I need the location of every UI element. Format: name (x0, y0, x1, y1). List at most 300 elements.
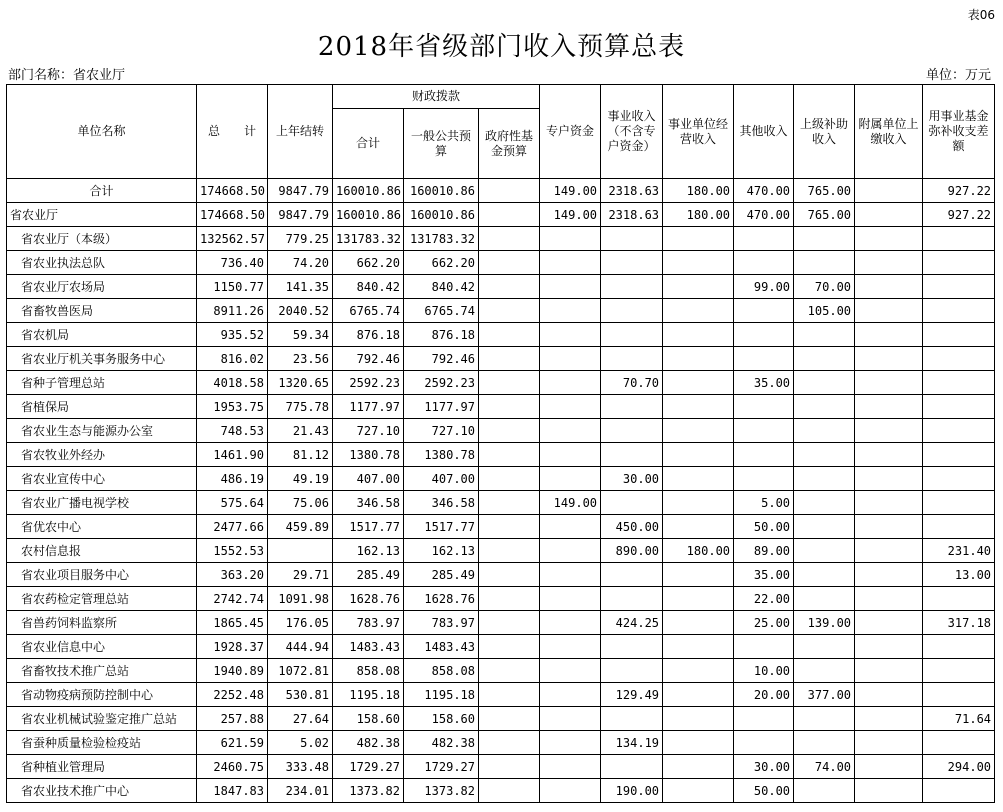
total-cell: 2742.74 (197, 587, 268, 611)
unit-name-cell: 合计 (7, 179, 197, 203)
operating-income-cell (663, 251, 734, 275)
gov-fund-cell (479, 683, 540, 707)
affiliated-payment-cell (855, 371, 923, 395)
affiliated-payment-cell (855, 419, 923, 443)
affiliated-payment-cell (855, 467, 923, 491)
operating-income-cell (663, 731, 734, 755)
total-cell: 1150.77 (197, 275, 268, 299)
operating-income-cell (663, 467, 734, 491)
unit-name-cell: 省农业厅机关事务服务中心 (7, 347, 197, 371)
business-income-cell: 70.70 (601, 371, 663, 395)
table-row (7, 659, 995, 683)
general-budget-cell: 783.97 (404, 611, 479, 635)
total-cell: 486.19 (197, 467, 268, 491)
operating-income-cell (663, 635, 734, 659)
gov-fund-cell (479, 251, 540, 275)
fiscal-sum-cell: 1483.43 (333, 635, 404, 659)
superior-subsidy-cell (794, 251, 855, 275)
special-cell (540, 467, 601, 491)
special-cell (540, 707, 601, 731)
fiscal-sum-cell: 131783.32 (333, 227, 404, 251)
total-cell: 2252.48 (197, 683, 268, 707)
special-cell (540, 443, 601, 467)
unit-name-cell: 省畜牧兽医局 (7, 299, 197, 323)
general-budget-cell: 131783.32 (404, 227, 479, 251)
operating-income-cell (663, 611, 734, 635)
header-general-budget: 一般公共预算 (404, 109, 479, 179)
total-cell: 174668.50 (197, 179, 268, 203)
general-budget-cell: 285.49 (404, 563, 479, 587)
business-income-cell: 890.00 (601, 539, 663, 563)
operating-income-cell (663, 491, 734, 515)
general-budget-cell: 346.58 (404, 491, 479, 515)
carryover-cell: 29.71 (268, 563, 333, 587)
sheet-code: 表06 (967, 8, 995, 22)
special-cell (540, 779, 601, 803)
table-row (7, 491, 995, 515)
fiscal-sum-cell: 160010.86 (333, 179, 404, 203)
business-income-cell: 190.00 (601, 779, 663, 803)
fund-offset-cell (923, 467, 995, 491)
superior-subsidy-cell (794, 707, 855, 731)
affiliated-payment-cell (855, 587, 923, 611)
superior-subsidy-cell (794, 227, 855, 251)
affiliated-payment-cell (855, 443, 923, 467)
business-income-cell: 129.49 (601, 683, 663, 707)
gov-fund-cell (479, 275, 540, 299)
business-income-cell (601, 227, 663, 251)
general-budget-cell: 876.18 (404, 323, 479, 347)
header-affiliated-payment: 附属单位上缴收入 (855, 85, 923, 179)
business-income-cell (601, 659, 663, 683)
unit-name-cell: 省优农中心 (7, 515, 197, 539)
header-fiscal-sum: 合计 (333, 109, 404, 179)
total-cell: 257.88 (197, 707, 268, 731)
affiliated-payment-cell (855, 731, 923, 755)
carryover-cell: 75.06 (268, 491, 333, 515)
superior-subsidy-cell (794, 467, 855, 491)
general-budget-cell: 792.46 (404, 347, 479, 371)
fiscal-sum-cell: 2592.23 (333, 371, 404, 395)
fund-offset-cell: 317.18 (923, 611, 995, 635)
carryover-cell: 9847.79 (268, 203, 333, 227)
affiliated-payment-cell (855, 299, 923, 323)
operating-income-cell (663, 227, 734, 251)
business-income-cell (601, 587, 663, 611)
operating-income-cell (663, 371, 734, 395)
header-business-income: 事业收入（不含专户资金） (601, 85, 663, 179)
business-income-cell: 450.00 (601, 515, 663, 539)
affiliated-payment-cell (855, 179, 923, 203)
affiliated-payment-cell (855, 755, 923, 779)
affiliated-payment-cell (855, 323, 923, 347)
other-income-cell: 35.00 (734, 371, 794, 395)
fund-offset-cell (923, 275, 995, 299)
unit-name-cell: 省农业执法总队 (7, 251, 197, 275)
affiliated-payment-cell (855, 611, 923, 635)
other-income-cell (734, 227, 794, 251)
special-cell (540, 563, 601, 587)
fund-offset-cell (923, 419, 995, 443)
gov-fund-cell (479, 467, 540, 491)
header-fiscal-group: 财政拨款 (333, 85, 540, 109)
fund-offset-cell: 294.00 (923, 755, 995, 779)
affiliated-payment-cell (855, 539, 923, 563)
gov-fund-cell (479, 587, 540, 611)
fiscal-sum-cell: 158.60 (333, 707, 404, 731)
fund-offset-cell (923, 587, 995, 611)
operating-income-cell (663, 323, 734, 347)
other-income-cell: 22.00 (734, 587, 794, 611)
business-income-cell (601, 419, 663, 443)
general-budget-cell: 1483.43 (404, 635, 479, 659)
fiscal-sum-cell: 1177.97 (333, 395, 404, 419)
general-budget-cell: 162.13 (404, 539, 479, 563)
fund-offset-cell (923, 443, 995, 467)
gov-fund-cell (479, 563, 540, 587)
special-cell (540, 419, 601, 443)
table-row (7, 443, 995, 467)
header-other-income: 其他收入 (734, 85, 794, 179)
fund-offset-cell (923, 491, 995, 515)
general-budget-cell: 2592.23 (404, 371, 479, 395)
unit-name-cell: 省畜牧技术推广总站 (7, 659, 197, 683)
operating-income-cell (663, 347, 734, 371)
carryover-cell: 81.12 (268, 443, 333, 467)
business-income-cell: 2318.63 (601, 203, 663, 227)
unit-name-cell: 省农业技术推广中心 (7, 779, 197, 803)
header-gov-fund: 政府性基金预算 (479, 109, 540, 179)
general-budget-cell: 6765.74 (404, 299, 479, 323)
business-income-cell: 30.00 (601, 467, 663, 491)
superior-subsidy-cell (794, 491, 855, 515)
affiliated-payment-cell (855, 563, 923, 587)
business-income-cell (601, 755, 663, 779)
other-income-cell (734, 347, 794, 371)
fiscal-sum-cell: 285.49 (333, 563, 404, 587)
unit-name-cell: 省农业厅 (7, 203, 197, 227)
carryover-cell: 779.25 (268, 227, 333, 251)
table-row (7, 179, 995, 203)
unit-name-cell: 省农机局 (7, 323, 197, 347)
superior-subsidy-cell (794, 539, 855, 563)
other-income-cell: 10.00 (734, 659, 794, 683)
header-carryover: 上年结转 (268, 85, 333, 179)
fund-offset-cell (923, 395, 995, 419)
header-superior-subsidy: 上级补助收入 (794, 85, 855, 179)
fund-offset-cell: 13.00 (923, 563, 995, 587)
affiliated-payment-cell (855, 515, 923, 539)
superior-subsidy-cell (794, 419, 855, 443)
superior-subsidy-cell: 74.00 (794, 755, 855, 779)
carryover-cell: 530.81 (268, 683, 333, 707)
total-cell: 132562.57 (197, 227, 268, 251)
affiliated-payment-cell (855, 395, 923, 419)
fund-offset-cell (923, 347, 995, 371)
general-budget-cell: 1517.77 (404, 515, 479, 539)
operating-income-cell (663, 779, 734, 803)
total-cell: 816.02 (197, 347, 268, 371)
total-cell: 1865.45 (197, 611, 268, 635)
fund-offset-cell (923, 659, 995, 683)
other-income-cell (734, 251, 794, 275)
special-cell (540, 731, 601, 755)
fiscal-sum-cell: 482.38 (333, 731, 404, 755)
affiliated-payment-cell (855, 683, 923, 707)
total-cell: 1847.83 (197, 779, 268, 803)
other-income-cell: 5.00 (734, 491, 794, 515)
operating-income-cell (663, 587, 734, 611)
special-cell (540, 227, 601, 251)
gov-fund-cell (479, 347, 540, 371)
business-income-cell (601, 563, 663, 587)
gov-fund-cell (479, 755, 540, 779)
gov-fund-cell (479, 779, 540, 803)
table-row (7, 395, 995, 419)
special-cell (540, 275, 601, 299)
carryover-cell: 775.78 (268, 395, 333, 419)
total-cell: 621.59 (197, 731, 268, 755)
unit-name-cell: 省农业机械试验鉴定推广总站 (7, 707, 197, 731)
total-cell: 1461.90 (197, 443, 268, 467)
total-cell: 1928.37 (197, 635, 268, 659)
fiscal-sum-cell: 407.00 (333, 467, 404, 491)
fund-offset-cell (923, 731, 995, 755)
table-row (7, 731, 995, 755)
total-cell: 1940.89 (197, 659, 268, 683)
gov-fund-cell (479, 611, 540, 635)
header-total: 总 计 (197, 85, 268, 179)
special-cell: 149.00 (540, 491, 601, 515)
total-cell: 363.20 (197, 563, 268, 587)
carryover-cell: 333.48 (268, 755, 333, 779)
total-cell: 2477.66 (197, 515, 268, 539)
special-cell (540, 347, 601, 371)
header-special: 专户资金 (540, 85, 601, 179)
page-title: 2018年省级部门收入预算总表 (317, 32, 686, 62)
fiscal-sum-cell: 6765.74 (333, 299, 404, 323)
fiscal-sum-cell: 858.08 (333, 659, 404, 683)
affiliated-payment-cell (855, 659, 923, 683)
general-budget-cell: 160010.86 (404, 179, 479, 203)
operating-income-cell: 180.00 (663, 179, 734, 203)
table-row (7, 635, 995, 659)
carryover-cell: 459.89 (268, 515, 333, 539)
superior-subsidy-cell: 377.00 (794, 683, 855, 707)
special-cell: 149.00 (540, 203, 601, 227)
gov-fund-cell (479, 323, 540, 347)
gov-fund-cell (479, 203, 540, 227)
total-cell: 935.52 (197, 323, 268, 347)
carryover-cell: 141.35 (268, 275, 333, 299)
total-cell: 2460.75 (197, 755, 268, 779)
unit-name-cell: 省农业生态与能源办公室 (7, 419, 197, 443)
carryover-cell: 444.94 (268, 635, 333, 659)
general-budget-cell: 1628.76 (404, 587, 479, 611)
business-income-cell (601, 347, 663, 371)
general-budget-cell: 1729.27 (404, 755, 479, 779)
superior-subsidy-cell (794, 443, 855, 467)
other-income-cell: 470.00 (734, 179, 794, 203)
carryover-cell: 23.56 (268, 347, 333, 371)
fiscal-sum-cell: 162.13 (333, 539, 404, 563)
superior-subsidy-cell (794, 371, 855, 395)
header-operating-income: 事业单位经营收入 (663, 85, 734, 179)
business-income-cell (601, 323, 663, 347)
fiscal-sum-cell: 792.46 (333, 347, 404, 371)
table-row (7, 587, 995, 611)
affiliated-payment-cell (855, 347, 923, 371)
other-income-cell: 25.00 (734, 611, 794, 635)
table-row (7, 515, 995, 539)
affiliated-payment-cell (855, 779, 923, 803)
table-row (7, 275, 995, 299)
fiscal-sum-cell: 160010.86 (333, 203, 404, 227)
budget-table (6, 84, 995, 803)
gov-fund-cell (479, 731, 540, 755)
business-income-cell (601, 707, 663, 731)
fiscal-sum-cell: 1380.78 (333, 443, 404, 467)
fiscal-sum-cell: 876.18 (333, 323, 404, 347)
gov-fund-cell (479, 395, 540, 419)
fiscal-sum-cell: 1195.18 (333, 683, 404, 707)
special-cell (540, 299, 601, 323)
superior-subsidy-cell: 765.00 (794, 179, 855, 203)
general-budget-cell: 160010.86 (404, 203, 479, 227)
general-budget-cell: 662.20 (404, 251, 479, 275)
fiscal-sum-cell: 1517.77 (333, 515, 404, 539)
fund-offset-cell (923, 323, 995, 347)
unit-name-cell: 省种植业管理局 (7, 755, 197, 779)
fund-offset-cell: 927.22 (923, 179, 995, 203)
gov-fund-cell (479, 371, 540, 395)
other-income-cell: 50.00 (734, 779, 794, 803)
fund-offset-cell (923, 299, 995, 323)
table-row (7, 251, 995, 275)
unit-name-cell: 省植保局 (7, 395, 197, 419)
header-unit-name: 单位名称 (7, 85, 197, 179)
superior-subsidy-cell (794, 587, 855, 611)
carryover-cell: 49.19 (268, 467, 333, 491)
operating-income-cell: 180.00 (663, 539, 734, 563)
unit-name-cell: 省农业项目服务中心 (7, 563, 197, 587)
operating-income-cell (663, 395, 734, 419)
unit-label: 单位：万元 (925, 68, 991, 83)
affiliated-payment-cell (855, 251, 923, 275)
fiscal-sum-cell: 662.20 (333, 251, 404, 275)
superior-subsidy-cell (794, 731, 855, 755)
other-income-cell: 470.00 (734, 203, 794, 227)
unit-name-cell: 省农业信息中心 (7, 635, 197, 659)
general-budget-cell: 482.38 (404, 731, 479, 755)
operating-income-cell (663, 443, 734, 467)
table-row (7, 755, 995, 779)
table-row (7, 683, 995, 707)
total-cell: 748.53 (197, 419, 268, 443)
total-cell: 1953.75 (197, 395, 268, 419)
business-income-cell: 2318.63 (601, 179, 663, 203)
superior-subsidy-cell (794, 779, 855, 803)
other-income-cell (734, 395, 794, 419)
table-row (7, 371, 995, 395)
fiscal-sum-cell: 727.10 (333, 419, 404, 443)
special-cell (540, 539, 601, 563)
other-income-cell: 20.00 (734, 683, 794, 707)
superior-subsidy-cell (794, 395, 855, 419)
table-row (7, 203, 995, 227)
carryover-cell: 59.34 (268, 323, 333, 347)
table-row (7, 347, 995, 371)
superior-subsidy-cell: 70.00 (794, 275, 855, 299)
business-income-cell: 134.19 (601, 731, 663, 755)
superior-subsidy-cell (794, 323, 855, 347)
other-income-cell (734, 299, 794, 323)
gov-fund-cell (479, 491, 540, 515)
carryover-cell: 5.02 (268, 731, 333, 755)
operating-income-cell (663, 419, 734, 443)
special-cell (540, 395, 601, 419)
affiliated-payment-cell (855, 227, 923, 251)
special-cell (540, 587, 601, 611)
carryover-cell: 9847.79 (268, 179, 333, 203)
other-income-cell (734, 731, 794, 755)
general-budget-cell: 727.10 (404, 419, 479, 443)
special-cell (540, 611, 601, 635)
operating-income-cell (663, 683, 734, 707)
carryover-cell: 21.43 (268, 419, 333, 443)
total-cell: 4018.58 (197, 371, 268, 395)
unit-name-cell: 省兽药饲料监察所 (7, 611, 197, 635)
general-budget-cell: 1380.78 (404, 443, 479, 467)
unit-name-cell: 省农药检定管理总站 (7, 587, 197, 611)
table-row (7, 299, 995, 323)
special-cell (540, 251, 601, 275)
unit-name-cell: 农村信息报 (7, 539, 197, 563)
carryover-cell: 176.05 (268, 611, 333, 635)
affiliated-payment-cell (855, 707, 923, 731)
unit-name-cell: 省蚕种质量检验检疫站 (7, 731, 197, 755)
business-income-cell (601, 491, 663, 515)
carryover-cell: 74.20 (268, 251, 333, 275)
special-cell (540, 323, 601, 347)
carryover-cell: 27.64 (268, 707, 333, 731)
header-fund-offset: 用事业基金弥补收支差额 (923, 85, 995, 179)
business-income-cell (601, 635, 663, 659)
operating-income-cell (663, 563, 734, 587)
other-income-cell: 99.00 (734, 275, 794, 299)
carryover-cell: 1320.65 (268, 371, 333, 395)
gov-fund-cell (479, 443, 540, 467)
superior-subsidy-cell: 139.00 (794, 611, 855, 635)
fiscal-sum-cell: 346.58 (333, 491, 404, 515)
fiscal-sum-cell: 1729.27 (333, 755, 404, 779)
fund-offset-cell: 71.64 (923, 707, 995, 731)
operating-income-cell (663, 659, 734, 683)
total-cell: 8911.26 (197, 299, 268, 323)
other-income-cell (734, 419, 794, 443)
affiliated-payment-cell (855, 635, 923, 659)
gov-fund-cell (479, 515, 540, 539)
table-row (7, 539, 995, 563)
other-income-cell (734, 323, 794, 347)
gov-fund-cell (479, 227, 540, 251)
operating-income-cell (663, 707, 734, 731)
business-income-cell (601, 251, 663, 275)
total-cell: 1552.53 (197, 539, 268, 563)
operating-income-cell: 180.00 (663, 203, 734, 227)
business-income-cell (601, 275, 663, 299)
superior-subsidy-cell (794, 659, 855, 683)
